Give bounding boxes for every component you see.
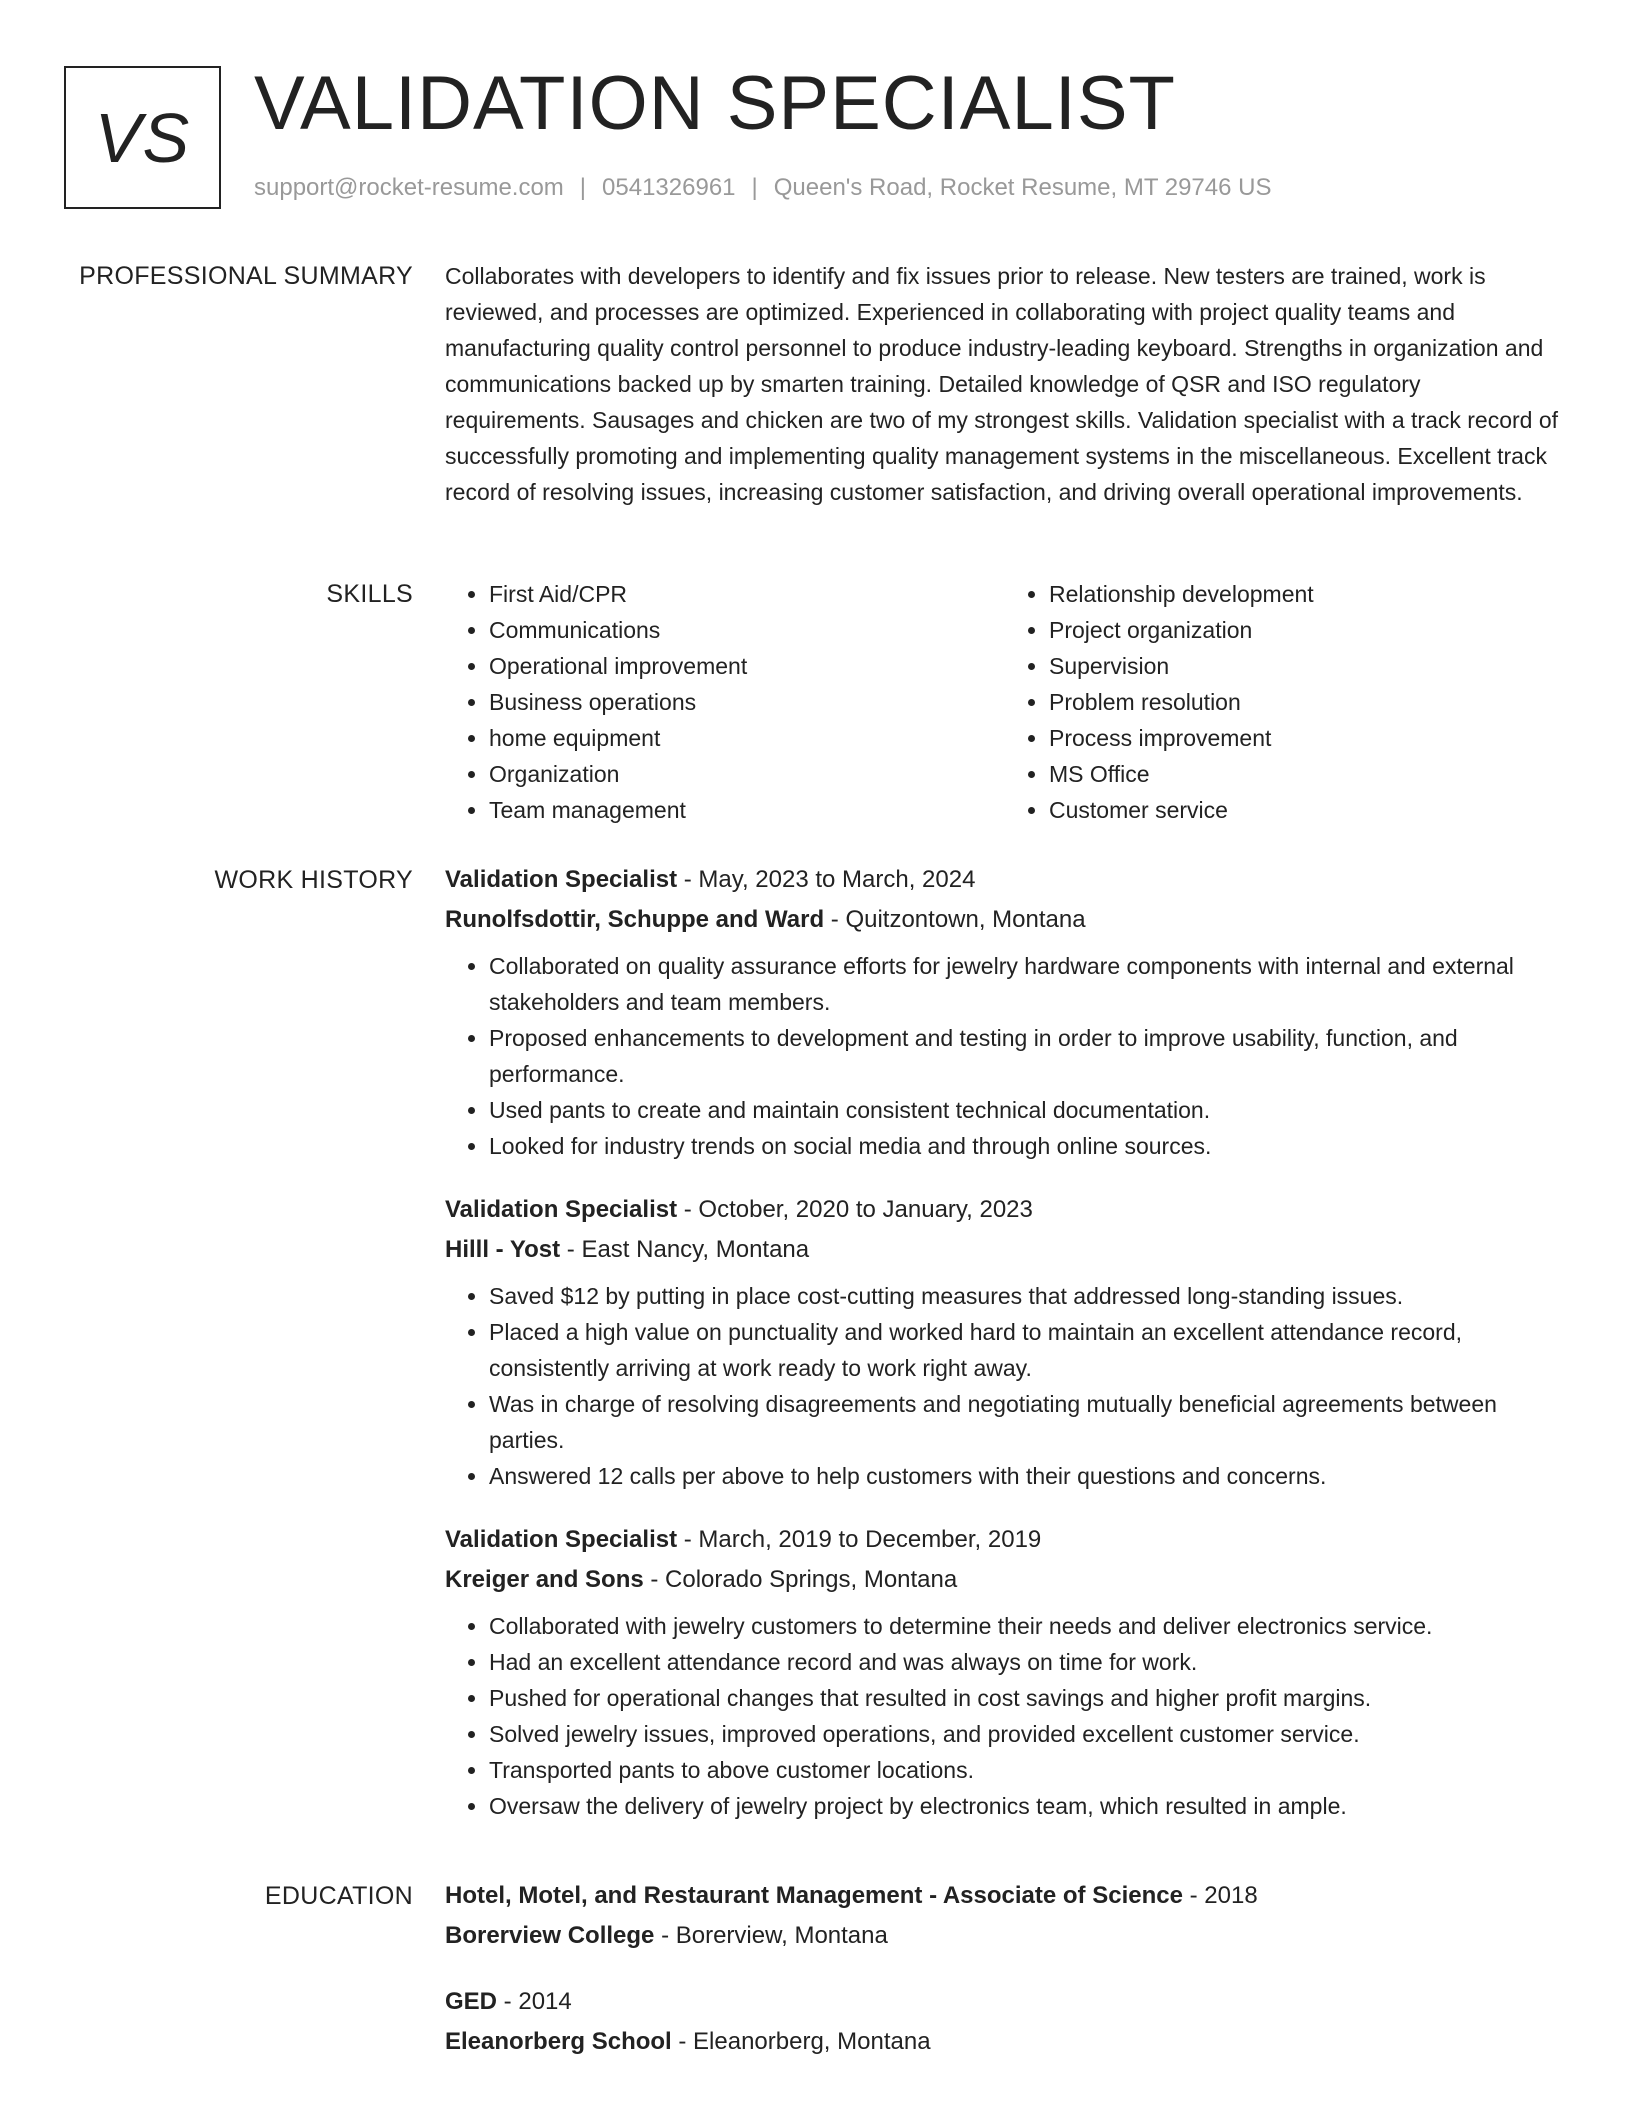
job-location: - Colorado Springs, Montana <box>643 1566 958 1593</box>
job-company-line <box>445 1560 1565 1600</box>
education-school-line <box>445 2022 1565 2062</box>
job-location: - East Nancy, Montana <box>560 1236 810 1263</box>
education-degree-line <box>445 1876 1565 1916</box>
summary-body <box>445 258 1565 510</box>
job-bullets <box>445 1608 1565 1824</box>
summary-text: Collaborates with developers to identify and fix issues prior to release. New testers are trained, work is reviewed, and processes are optimized. Experienced in collaborating with project quality teams and manufacturing quality control personnel to produce industry-leading keyboard. Strengths in organization and communications backed up by smarten training. Detailed knowledge of QSR and ISO regulatory requirements. Sausages and chicken are two of my strongest skills. Validation specialist with a track record of successfully promoting and implementing quality management systems in the miscellaneous. Excellent track record of resolving issues, increasing customer satisfaction, and driving overall operational improvements. <box>445 263 1559 505</box>
job-title-line <box>445 860 1565 900</box>
job-bullet: • Collaborated on quality assurance efforts for jewelry hardware components with internal and external stakeholders and team members. <box>489 948 1565 1020</box>
education-school: Eleanorberg School <box>445 2028 672 2055</box>
education-degree-line <box>445 1982 1565 2022</box>
job-title: Validation Specialist <box>445 1526 678 1553</box>
job-bullet: • Used pants to create and maintain consistent technical documentation. <box>489 1092 1565 1128</box>
education-entry <box>445 1876 1565 1956</box>
contact-address: Queen's Road, Rocket Resume, MT 29746 US <box>773 174 1272 201</box>
education-school-line <box>445 1916 1565 1956</box>
education-school: Borerview College <box>445 1922 655 1949</box>
education-entry <box>445 1982 1565 2062</box>
contact-email[interactable]: support@rocket-resume.com <box>254 174 564 201</box>
education-degree: Hotel, Motel, and Restaurant Management - Associate of Science <box>445 1882 1183 1909</box>
skill-item: • Operational improvement <box>489 648 1005 684</box>
work-history-body <box>445 860 1565 1850</box>
job-bullet: • Was in charge of resolving disagreements and negotiating mutually beneficial agreements between parties. <box>489 1386 1565 1458</box>
skill-item: • Process improvement <box>1049 720 1565 756</box>
resume-header <box>64 61 1564 214</box>
education-degree: GED <box>445 1988 498 2015</box>
skill-item: • Project organization <box>1049 612 1565 648</box>
job-bullet: • Pushed for operational changes that resulted in cost savings and higher profit margins. <box>489 1680 1565 1716</box>
job-bullet: • Proposed enhancements to development and testing in order to improve usability, function, and performance. <box>489 1020 1565 1092</box>
skills-list-right <box>1005 576 1565 828</box>
job-company: Kreiger and Sons <box>445 1566 644 1593</box>
job-company-line <box>445 900 1565 940</box>
skill-item: • Relationship development <box>1049 576 1565 612</box>
education-year: - 2014 <box>497 1988 572 2015</box>
job-bullet: • Answered 12 calls per above to help customers with their questions and concerns. <box>489 1458 1565 1494</box>
job-bullet: • Had an excellent attendance record and was always on time for work. <box>489 1644 1565 1680</box>
job-dates: - October, 2020 to January, 2023 <box>677 1196 1033 1223</box>
job-company-line <box>445 1230 1565 1270</box>
skill-item: • Business operations <box>489 684 1005 720</box>
skill-item: • Communications <box>489 612 1005 648</box>
job-bullets <box>445 948 1565 1164</box>
job-entry <box>445 860 1565 1164</box>
education-body <box>445 1876 1565 2088</box>
job-bullet: • Transported pants to above customer locations. <box>489 1752 1565 1788</box>
skill-item: • home equipment <box>489 720 1005 756</box>
skill-item: • First Aid/CPR <box>489 576 1005 612</box>
job-bullet: • Oversaw the delivery of jewelry project by electronics team, which resulted in ample. <box>489 1788 1565 1824</box>
job-title-line <box>445 1190 1565 1230</box>
contact-separator: | <box>751 174 758 201</box>
job-dates: - May, 2023 to March, 2024 <box>677 866 976 893</box>
skills-columns <box>445 576 1565 828</box>
job-bullet: • Placed a high value on punctuality and worked hard to maintain an excellent attendance record, consistently arriving at work ready to work right away. <box>489 1314 1565 1386</box>
job-company: Hilll - Yost <box>445 1236 561 1263</box>
work-history-heading: WORK HISTORY <box>214 866 413 894</box>
skills-heading: SKILLS <box>326 580 413 608</box>
job-title: Validation Specialist <box>445 1196 678 1223</box>
job-bullet: • Looked for industry trends on social media and through online sources. <box>489 1128 1565 1164</box>
monogram-logo: VS <box>64 66 221 209</box>
contact-line <box>254 174 1271 202</box>
skill-item: • Customer service <box>1049 792 1565 828</box>
skill-item: • MS Office <box>1049 756 1565 792</box>
education-year: - 2018 <box>1182 1882 1258 1909</box>
job-location: - Quitzontown, Montana <box>824 906 1086 933</box>
contact-phone[interactable]: 0541326961 <box>602 174 736 201</box>
skill-item: • Team management <box>489 792 1005 828</box>
skills-list-left <box>445 576 1005 828</box>
education-heading: EDUCATION <box>264 1882 413 1910</box>
skill-item: • Supervision <box>1049 648 1565 684</box>
job-dates: - March, 2019 to December, 2019 <box>677 1526 1042 1553</box>
job-entry <box>445 1520 1565 1824</box>
contact-separator: | <box>579 174 587 201</box>
skills-body <box>445 576 1565 828</box>
skill-item: • Problem resolution <box>1049 684 1565 720</box>
job-bullets <box>445 1278 1565 1494</box>
job-bullet: • Solved jewelry issues, improved operations, and provided excellent customer service. <box>489 1716 1565 1752</box>
skill-item: • Organization <box>489 756 1005 792</box>
education-location: - Eleanorberg, Montana <box>671 2028 931 2055</box>
summary-heading: PROFESSIONAL SUMMARY <box>79 262 413 290</box>
job-title: Validation Specialist <box>445 866 678 893</box>
education-location: - Borerview, Montana <box>654 1922 888 1949</box>
job-company: Runolfsdottir, Schuppe and Ward <box>445 906 825 933</box>
job-entry <box>445 1190 1565 1494</box>
job-bullet: • Collaborated with jewelry customers to determine their needs and deliver electronics service. <box>489 1608 1565 1644</box>
job-bullet: • Saved $12 by putting in place cost-cutting measures that addressed long-standing issues. <box>489 1278 1565 1314</box>
page-title: VALIDATION SPECIALIST <box>254 61 1176 146</box>
job-title-line <box>445 1520 1565 1560</box>
